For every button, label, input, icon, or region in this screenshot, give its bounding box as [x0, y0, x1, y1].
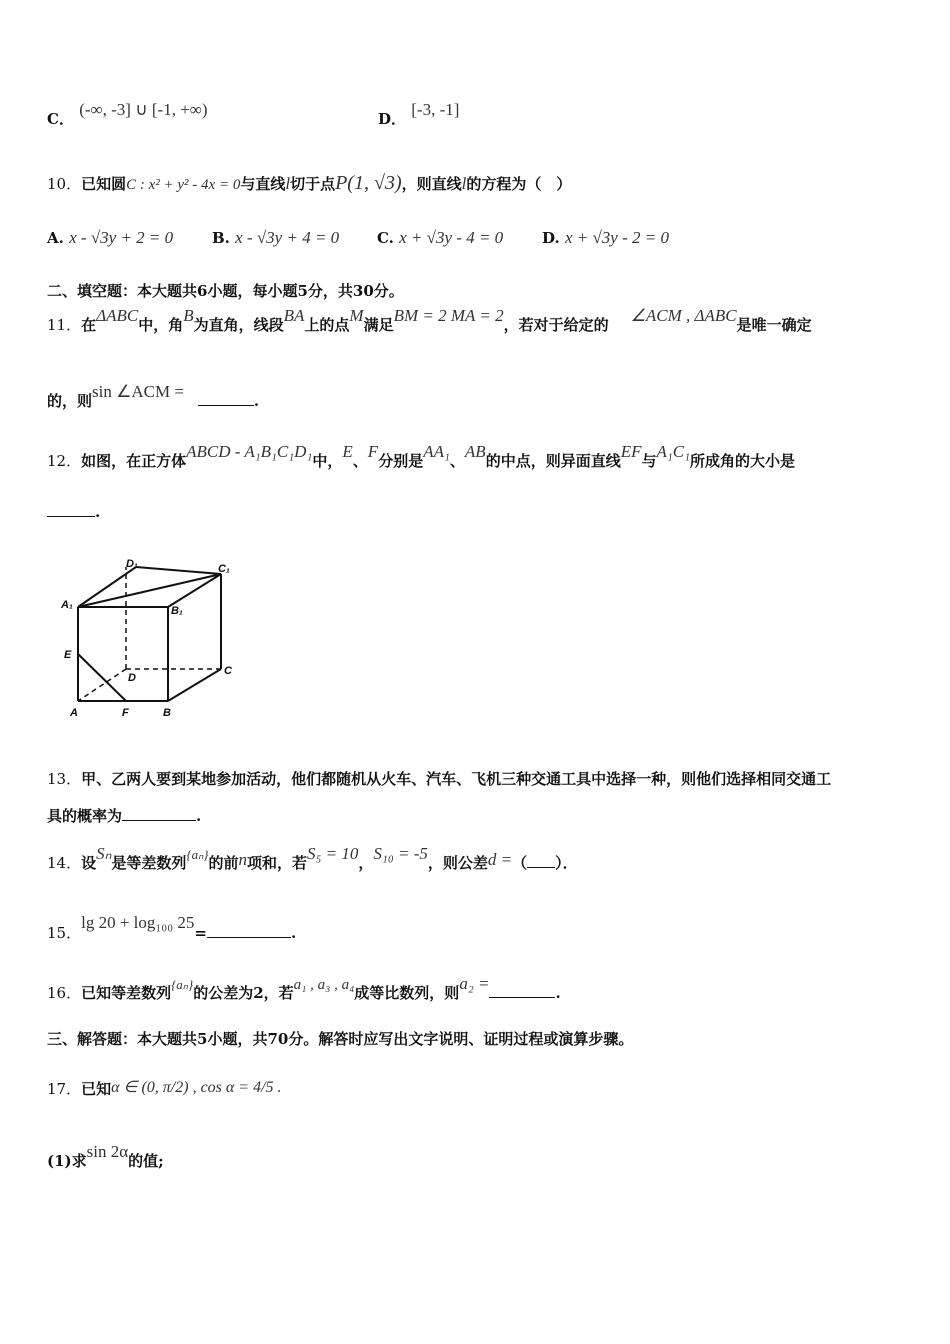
q14-text-2: 是等差数列	[111, 854, 187, 872]
q14-text-3: 的前	[208, 854, 239, 872]
q12-stem-cont	[47, 502, 100, 521]
q11-math-3: BA	[283, 306, 305, 325]
q10-option-c-expr: x + √3y - 4 = 0	[399, 228, 504, 247]
q17-text-1: 已知	[81, 1080, 112, 1098]
edge-ad-hidden	[78, 669, 126, 701]
q17-math-1: α ∈ (0, π/2) , cos α = 4/5 .	[111, 1079, 282, 1096]
label-d: D	[128, 672, 136, 684]
q11-math-7: sin ∠ACM =	[92, 382, 184, 401]
q12-text-4: 分别是	[378, 452, 424, 470]
q10-option-b	[212, 228, 339, 248]
q14-math-4: S₅ = 10	[307, 844, 359, 863]
q14-math-6: d =	[487, 850, 513, 869]
q11-number: 11．	[47, 316, 82, 334]
q17-part1-expr: sin 2α	[86, 1142, 129, 1161]
q14-text-6: ，则公差	[427, 854, 488, 872]
q14-math-3: n	[238, 850, 247, 869]
q10-line-l: l	[285, 174, 291, 193]
q10-line-l-2: l	[461, 174, 467, 193]
q13-line-1	[47, 768, 831, 789]
q14-text-5: ，	[358, 854, 374, 872]
q10-stem	[47, 172, 571, 195]
q12-text-1: 如图，在正方体	[81, 452, 187, 470]
q14-math-2: {aₙ}	[186, 847, 209, 862]
q16-number: 16．	[47, 984, 82, 1002]
q12-math-2: E	[342, 442, 353, 461]
q14-number: 14．	[47, 854, 82, 872]
q16-text-3: 成等比数列，则	[354, 984, 460, 1002]
section-2-heading: 二、填空题：本大题共6小题，每小题5分，共30分。	[47, 282, 404, 300]
q13-line-2	[47, 805, 201, 826]
q16-text-2: 的公差为2，若	[193, 984, 294, 1002]
q10-option-a	[47, 228, 173, 248]
q17-stem	[47, 1078, 282, 1099]
q12-end: .	[95, 503, 101, 521]
q11-stem-cont	[47, 382, 260, 411]
q17-part1-label: (1)求	[47, 1152, 87, 1170]
q15-equals: =	[194, 924, 207, 942]
label-b1: B₁	[171, 605, 183, 617]
q10-point: P(1, √3)	[335, 172, 402, 194]
q11-text-2: 中，角	[138, 316, 184, 334]
q16-math-2: a₁ , a₃ , a₄	[293, 977, 355, 993]
q15-math-1: lg 20 + log₁₀₀ 25	[81, 913, 195, 932]
diagonal-a1c1	[78, 574, 221, 607]
q13-text-2: 具的概率为	[47, 807, 123, 825]
q16-end: .	[555, 984, 561, 1002]
q17-part1-end: 的值;	[128, 1152, 164, 1170]
q10-option-c-label: C.	[377, 229, 394, 247]
q12-stem	[47, 442, 796, 471]
edge-d1c1	[136, 567, 221, 574]
q14-stem	[47, 844, 578, 873]
q12-math-6: EF	[620, 442, 642, 461]
q14-text-8: ）．	[555, 854, 578, 872]
q10-option-a-label: A.	[47, 229, 64, 247]
q10-text-3: 切于点	[290, 175, 336, 193]
q10-option-d-label: D.	[542, 229, 560, 247]
q13-number: 13．	[47, 770, 82, 788]
q10-text-5: 的方程为（ ）	[466, 175, 572, 193]
q11-text-1: 在	[81, 316, 97, 334]
label-b: B	[163, 707, 171, 719]
q11-text-7: 是唯一确定	[736, 316, 812, 334]
q11-text-4: 上的点	[304, 316, 350, 334]
q16-text-1: 已知等差数列	[81, 984, 172, 1002]
label-a1: A₁	[61, 599, 73, 611]
q9-option-d-expr: [-3, -1]	[411, 100, 460, 119]
q14-text-4: 项和，若	[247, 854, 308, 872]
q12-math-4: AA₁	[423, 442, 450, 461]
cube-figure	[58, 556, 248, 726]
q11-math-5: BM = 2 MA = 2	[393, 306, 504, 325]
section-3-heading: 三、解答题：本大题共5小题，共70分。解答时应写出文字说明、证明过程或演算步骤。	[47, 1030, 634, 1048]
label-a: A	[70, 707, 78, 719]
q11-text-8: 的，则	[47, 392, 93, 410]
q15-end: .	[291, 924, 297, 942]
q10-option-d	[542, 228, 669, 248]
label-c1: C₁	[218, 563, 230, 575]
q11-math-4: M	[349, 306, 364, 325]
q10-text-2: 与直线	[240, 175, 286, 193]
q15-answer-blank[interactable]	[207, 923, 291, 938]
q15-stem	[47, 913, 297, 943]
label-d1: D₁	[126, 558, 138, 570]
q12-text-7: 与	[641, 452, 657, 470]
q10-option-b-label: B.	[212, 229, 230, 247]
q11-math-2: B	[183, 306, 194, 325]
q15-number: 15．	[47, 924, 82, 942]
q9-option-c-expr: (-∞, -3] ∪ [-1, +∞)	[79, 100, 208, 119]
q9-option-d-label: D．	[378, 110, 407, 128]
q12-number: 12．	[47, 452, 82, 470]
q13-answer-blank[interactable]	[122, 806, 196, 821]
q16-math-3: a₂ =	[459, 974, 490, 993]
q11-math-6: ∠ACM , ΔABC	[630, 306, 737, 325]
q12-answer-blank[interactable]	[47, 502, 95, 517]
q11-end: .	[253, 392, 260, 410]
q14-math-5: S₁₀ = -5	[373, 844, 428, 863]
q9-options	[47, 100, 208, 129]
q10-text-4: ，则直线	[401, 175, 462, 193]
q14-math-1: Sₙ	[96, 844, 112, 863]
q16-math-1: {aₙ}	[171, 977, 194, 992]
q10-option-b-expr: x - √3y + 4 = 0	[235, 228, 340, 247]
q12-math-3: F	[367, 442, 379, 461]
q12-text-2: 中，	[312, 452, 343, 470]
q17-part-1	[47, 1142, 164, 1171]
q13-text-1: 甲、乙两人要到某地参加活动，他们都随机从火车、汽车、飞机三种交通工具中选择一种，则他们选择相同交通工	[81, 770, 832, 788]
label-f: F	[122, 707, 129, 719]
segment-ef	[78, 654, 126, 701]
q14-answer-blank[interactable]	[527, 853, 555, 868]
q16-answer-blank[interactable]	[489, 983, 555, 998]
q11-stem	[47, 306, 812, 335]
q12-math-5: AB	[464, 442, 486, 461]
q11-answer-blank[interactable]	[198, 391, 254, 406]
q12-text-6: 的中点，则异面直线	[485, 452, 621, 470]
q12-text-3: 、	[352, 452, 368, 470]
q10-option-c	[377, 228, 503, 248]
q10-circle-equation: C : x² + y² - 4x = 0	[126, 177, 241, 193]
q11-math-1: ΔABC	[96, 306, 139, 325]
q10-option-a-expr: x - √3y + 2 = 0	[69, 228, 174, 247]
q16-stem	[47, 974, 561, 1003]
q10-text-1: 已知圆	[81, 175, 127, 193]
edge-b1c1	[168, 574, 221, 607]
q17-number: 17．	[47, 1080, 82, 1098]
q12-math-1: ABCD - A₁B₁C₁D₁	[186, 442, 313, 461]
q11-text-6: ，若对于给定的	[503, 316, 609, 334]
label-c: C	[224, 665, 232, 677]
q9-option-c-label: C．	[47, 110, 74, 128]
label-e: E	[64, 649, 72, 661]
q10-number: 10．	[47, 175, 82, 193]
q13-end: .	[196, 807, 202, 825]
q10-option-d-expr: x + √3y - 2 = 0	[564, 228, 669, 247]
q9-option-d	[378, 100, 460, 129]
q11-text-3: 为直角，线段	[193, 316, 284, 334]
q11-text-5: 满足	[363, 316, 394, 334]
q12-text-8: 所成角的大小是	[690, 452, 796, 470]
edge-bc	[168, 669, 221, 701]
q14-text-7: （	[512, 854, 528, 872]
q12-text-5: 、	[449, 452, 465, 470]
q14-text-1: 设	[81, 854, 97, 872]
q12-math-7: A₁C₁	[656, 442, 691, 461]
